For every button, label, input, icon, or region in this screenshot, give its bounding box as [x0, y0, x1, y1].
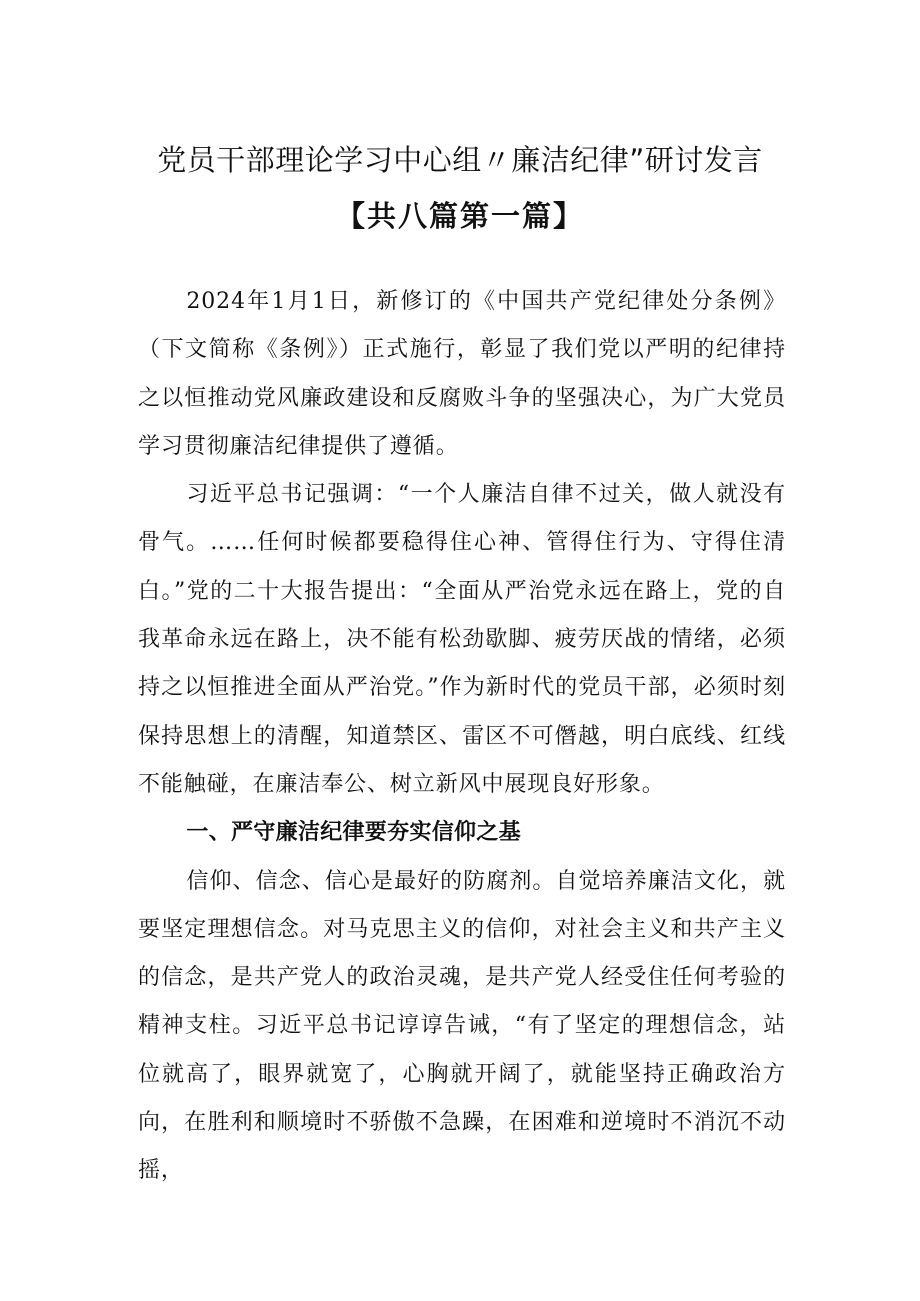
paragraph-intro: 2024年1月1日，新修订的《中国共产党纪律处分条例》（下文简称《条例》）正式施行，彰显了我们党以严明的纪律持之以恒推动党风廉政建设和反腐败斗争的坚强决心，为广大党员学习贯彻廉洁纪律提供了遵循。 [138, 289, 786, 459]
document-body [138, 278, 786, 1196]
section-heading: 一、严守廉洁纪律要夯实信仰之基 [186, 820, 521, 846]
paragraph-faith: 信仰、信念、信心是最好的防腐剂。自觉培养廉洁文化，就要坚定理想信念。对马克思主义的信仰，对社会主义和共产主义的信念，是共产党人的政治灵魂，是共产党人经受住任何考验的精神支柱。习近平总书记谆谆告诫，“有了坚定的理想信念，站位就高了，眼界就宽了，心胸就开阔了，就能坚持正确政治方向，在胜利和顺境时不骄傲不急躁，在困难和逆境时不消沉不动摇， [138, 868, 786, 1184]
paragraph-quote: 习近平总书记强调：“一个人廉洁自律不过关，做人就没有骨气。……任何时候都要稳得住心神、管得住行为、守得住清白。”党的二十大报告提出：“全面从严治党永远在路上，党的自我革命永远在路上，决不能有松劲歇脚、疲劳厌战的情绪，必须持之以恒推进全面从严治党。”作为新时代的党员干部，必须时刻保持思想上的清醒，知道禁区、雷区不可僭越，明白底线、红线不能触碰，在廉洁奉公、树立新风中展现良好形象。 [138, 482, 786, 797]
document-subtitle: 【共八篇第一篇】 [335, 199, 584, 233]
document-title: 党员干部理论学习中心组〃廉洁纪律”研讨发言 [157, 143, 763, 177]
